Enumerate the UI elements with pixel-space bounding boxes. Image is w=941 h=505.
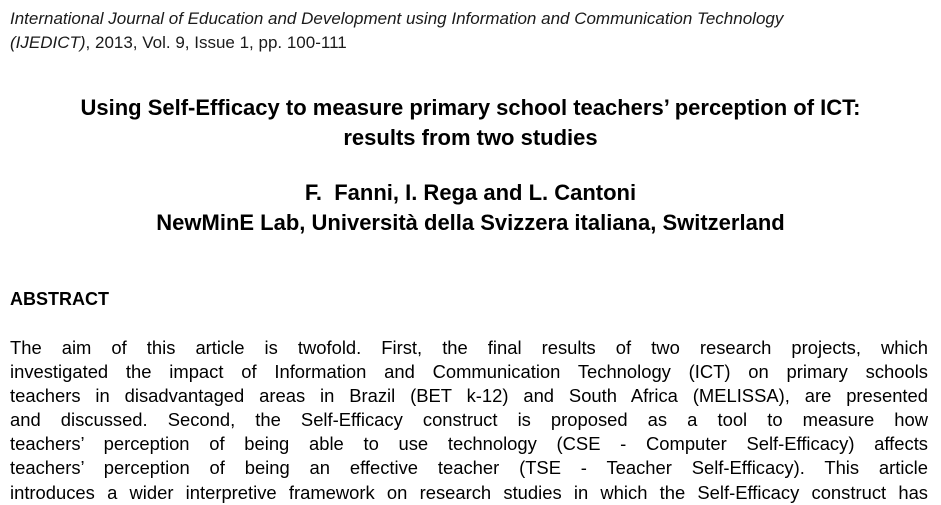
- abstract-line: investigated the impact of Information and Communication Technology (ICT) on primary schools: [10, 361, 928, 383]
- abstract-heading: ABSTRACT: [10, 289, 109, 309]
- abstract-line: teachers’ perception of being able to use technology (CSE - Computer Self-Efficacy) affects: [10, 433, 928, 455]
- paper-title-line-1: Using Self-Efficacy to measure primary school teachers’ perception of ICT:: [80, 95, 861, 120]
- author-names: F. Fanni, I. Rega and L. Cantoni: [304, 180, 637, 205]
- abstract-body: [10, 336, 928, 503]
- author-affiliation: NewMinE Lab, Università della Svizzera italiana, Switzerland: [156, 210, 785, 235]
- journal-reference: [10, 7, 910, 55]
- journal-abbreviation: (IJEDICT): [10, 33, 86, 52]
- paper-title-line-2: results from two studies: [343, 125, 598, 150]
- abstract-line: teachers in disadvantaged areas in Brazil (BET k-12) and South Africa (MELISSA), are presented: [10, 385, 928, 407]
- abstract-line: and discussed. Second, the Self-Efficacy construct is proposed as a tool to measure how: [10, 409, 928, 431]
- abstract-line: The aim of this article is twofold. First, the final results of two research projects, which: [10, 337, 928, 358]
- abstract-line: introduces a wider interpretive framework on research studies in which the Self-Efficacy construct has: [10, 481, 928, 503]
- abstract-line: teachers’ perception of being an effective teacher (TSE - Teacher Self-Efficacy). This article: [10, 457, 928, 479]
- journal-name: International Journal of Education and Development using Information and Communication Technology: [10, 9, 784, 28]
- paper-title: [0, 93, 941, 153]
- journal-issue-details: , 2013, Vol. 9, Issue 1, pp. 100-111: [85, 33, 347, 52]
- author-block: [0, 178, 941, 238]
